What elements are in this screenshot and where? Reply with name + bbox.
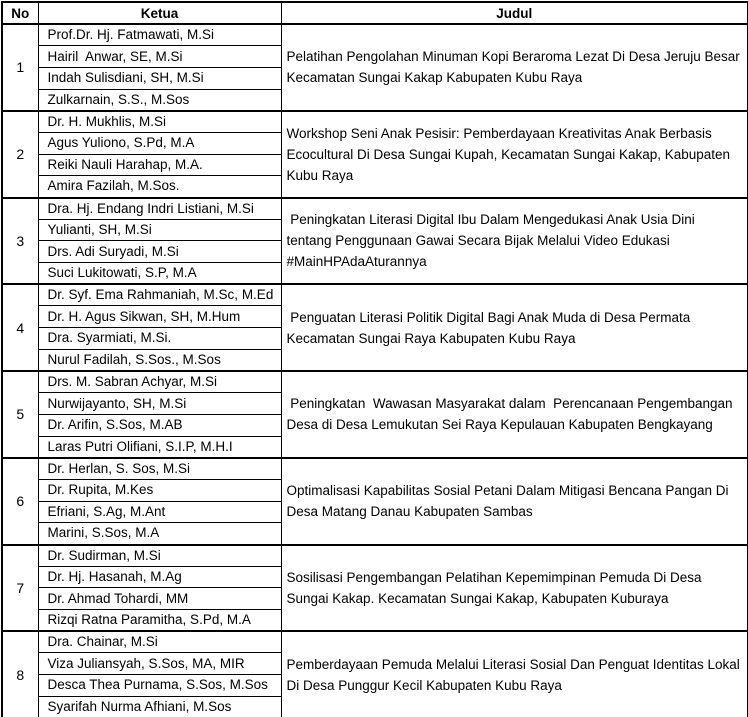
ketua-name: Dr. H. Mukhlis, M.Si — [38, 111, 281, 133]
table-row — [2, 371, 748, 393]
judul-text: Pemberdayaan Pemuda Melalui Literasi Sosial Dan Penguat Identitas Lokal Di Desa Punggur Kecil Kabupaten Kubu Raya — [281, 631, 748, 717]
ketua-name: Dr. Herlan, S. Sos, M.Si — [38, 458, 281, 480]
ketua-name: Syarifah Nurma Afhiani, M.Sos — [38, 696, 281, 717]
ketua-name: Suci Lukitowati, S.P, M.A — [38, 263, 281, 285]
column-header-judul: Judul — [281, 2, 748, 24]
ketua-name: Reiki Nauli Harahap, M.A. — [38, 154, 281, 176]
table-row — [2, 284, 748, 306]
ketua-name: Dr. Syf. Ema Rahmaniah, M.Sc, M.Ed — [38, 284, 281, 306]
ketua-name: Dra. Chainar, M.Si — [38, 631, 281, 653]
ketua-name: Indah Sulisdiani, SH, M.Si — [38, 67, 281, 89]
ketua-name: Nurwijayanto, SH, M.Si — [38, 393, 281, 415]
ketua-name: Prof.Dr. Hj. Fatmawati, M.Si — [38, 24, 281, 46]
ketua-name: Dr. H. Agus Sikwan, SH, M.Hum — [38, 306, 281, 328]
table-body — [2, 24, 748, 717]
row-number: 7 — [2, 545, 38, 632]
table-row — [2, 24, 748, 46]
ketua-name: Laras Putri Olifiani, S.I.P, M.H.I — [38, 436, 281, 458]
ketua-name: Nurul Fadilah, S.Sos., M.Sos — [38, 349, 281, 371]
ketua-name: Zulkarnain, S.S., M.Sos — [38, 89, 281, 111]
table-row — [2, 631, 748, 653]
judul-text: Peningkatan Wawasan Masyarakat dalam Perencanaan Pengembangan Desa di Desa Lemukutan Sei Raya Kepulauan Kabupaten Bengkayang — [281, 371, 748, 458]
table-row — [2, 545, 748, 567]
ketua-name: Dr. Ahmad Tohardi, MM — [38, 588, 281, 610]
row-number: 1 — [2, 24, 38, 111]
column-header-no: No — [2, 2, 38, 24]
judul-text: Sosilisasi Pengembangan Pelatihan Kepemimpinan Pemuda Di Desa Sungai Kakap. Kecamatan Sungai Kakap, Kabupaten Kuburaya — [281, 545, 748, 632]
row-number: 6 — [2, 458, 38, 545]
ketua-name: Desca Thea Purnama, S.Sos, M.Sos — [38, 675, 281, 697]
ketua-name: Dr. Hj. Hasanah, M.Ag — [38, 566, 281, 588]
table-row — [2, 458, 748, 480]
judul-text: Workshop Seni Anak Pesisir: Pemberdayaan Kreativitas Anak Berbasis Ecocultural Di Desa Sungai Kupah, Kecamatan Sungai Kakap, Kabupaten Kubu Raya — [281, 111, 748, 198]
ketua-name: Marini, S.Sos, M.A — [38, 523, 281, 545]
ketua-name: Hairil Anwar, SE, M.Si — [38, 46, 281, 68]
table-row — [2, 111, 748, 133]
research-titles-table — [1, 1, 748, 717]
ketua-name: Dr. Sudirman, M.Si — [38, 545, 281, 567]
judul-text: Optimalisasi Kapabilitas Sosial Petani Dalam Mitigasi Bencana Pangan Di Desa Matang Danau Kabupaten Sambas — [281, 458, 748, 545]
judul-text: Pelatihan Pengolahan Minuman Kopi Beraroma Lezat Di Desa Jeruju Besar Kecamatan Sungai Kakap Kabupaten Kubu Raya — [281, 24, 748, 111]
row-number: 2 — [2, 111, 38, 198]
table-row — [2, 198, 748, 220]
ketua-name: Efriani, S.Ag, M.Ant — [38, 501, 281, 523]
ketua-name: Drs. Adi Suryadi, M.Si — [38, 241, 281, 263]
ketua-name: Viza Juliansyah, S.Sos, MA, MIR — [38, 653, 281, 675]
row-number: 8 — [2, 631, 38, 717]
ketua-name: Drs. M. Sabran Achyar, M.Si — [38, 371, 281, 393]
ketua-name: Rizqi Ratna Paramitha, S.Pd, M.A — [38, 610, 281, 632]
ketua-name: Dra. Hj. Endang Indri Listiani, M.Si — [38, 198, 281, 220]
ketua-name: Dr. Rupita, M.Kes — [38, 479, 281, 501]
ketua-name: Yulianti, SH, M.Si — [38, 219, 281, 241]
judul-text: Penguatan Literasi Politik Digital Bagi Anak Muda di Desa Permata Kecamatan Sungai Raya Kabupaten Kubu Raya — [281, 284, 748, 371]
header-row — [2, 2, 748, 24]
row-number: 4 — [2, 284, 38, 371]
ketua-name: Amira Fazilah, M.Sos. — [38, 176, 281, 198]
ketua-name: Dr. Arifin, S.Sos, M.AB — [38, 414, 281, 436]
row-number: 3 — [2, 198, 38, 285]
ketua-name: Agus Yuliono, S.Pd, M.A — [38, 132, 281, 154]
judul-text: Peningkatan Literasi Digital Ibu Dalam Mengedukasi Anak Usia Dini tentang Penggunaan Gawai Secara Bijak Melalui Video Edukasi #MainHPAdaAturannya — [281, 198, 748, 285]
ketua-name: Dra. Syarmiati, M.Si. — [38, 328, 281, 350]
row-number: 5 — [2, 371, 38, 458]
column-header-ketua: Ketua — [38, 2, 281, 24]
